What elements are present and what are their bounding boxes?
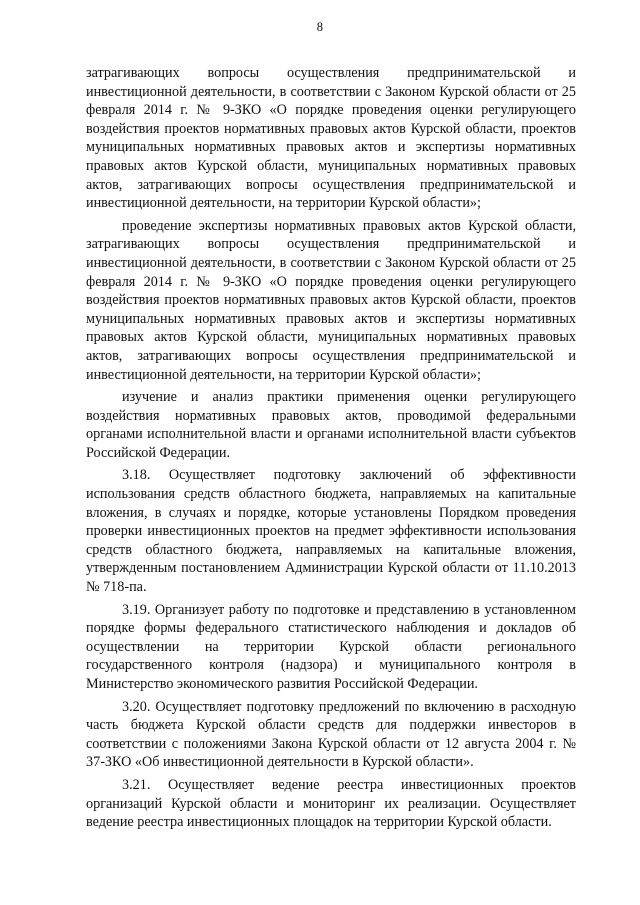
paragraph-3-20: 3.20. Осуществляет подготовку предложений по включению в расходную часть бюджета Курской области средств для поддержки инвесторов в соответствии с положениями Закона Курской области от 12 августа 2004 г. № 37-ЗКО «Об инвестиционной деятельности в Курской области». bbox=[86, 698, 576, 771]
paragraph-continuation: затрагивающих вопросы осуществления предпринимательской и инвестиционной деятельности, в соответствии с Законом Курской области от 25 февраля 2014 г. № 9-ЗКО «О порядке проведения оценки регулирующего воздействия проектов нормативных правовых актов Курской области, проектов муниципальных нормативных правовых актов и экспертизы нормативных правовых актов Курской области, муниципальных нормативных правовых актов, затрагивающих вопросы осуществления предпринимательской и инвестиционной деятельности, на территории Курской области»; bbox=[86, 65, 576, 212]
document-body bbox=[86, 64, 576, 836]
paragraph-practice-study: изучение и анализ практики применения оценки регулирующего воздействия нормативных правовых актов, проводимой федеральными органами исполнительной власти и органами исполнительной власти субъектов Российской Федерации. bbox=[86, 389, 576, 461]
paragraph-3-19: 3.19. Организует работу по подготовке и представлению в установленном порядке формы федерального статистического наблюдения и докладов об осуществлении на территории Курской области регионального государственного контроля (надзора) и муниципального контроля в Министерство экономического развития Российской Федерации. bbox=[86, 601, 576, 692]
paragraph-3-21: 3.21. Осуществляет ведение реестра инвестиционных проектов организаций Курской области и мониторинг их реализации. Осуществляет ведение реестра инвестиционных площадок на территории Курской области. bbox=[86, 776, 576, 831]
paragraph-3-18: 3.18. Осуществляет подготовку заключений об эффективности использования средств областного бюджета, направляемых на капитальные вложения, в случаях и порядке, которые установлены Порядком проведения проверки инвестиционных проектов на предмет эффективности использования средств областного бюджета, направляемых на капитальные вложения, утвержденным постановлением Администрации Курской области от 11.10.2013 № 718-па. bbox=[86, 467, 576, 596]
paragraph-expertise: проведение экспертизы нормативных правовых актов Курской области, затрагивающих вопросы осуществления предпринимательской и инвестиционной деятельности, в соответствии с Законом Курской области от 25 февраля 2014 г. № 9-ЗКО «О порядке проведения оценки регулирующего воздействия проектов нормативных правовых актов Курской области, проектов муниципальных нормативных правовых актов и экспертизы нормативных правовых актов Курской области, муниципальных нормативных правовых актов, затрагивающих вопросы осуществления предпринимательской и инвестиционной деятельности, на территории Курской области»; bbox=[86, 217, 576, 383]
page-number: 8 bbox=[316, 20, 324, 34]
